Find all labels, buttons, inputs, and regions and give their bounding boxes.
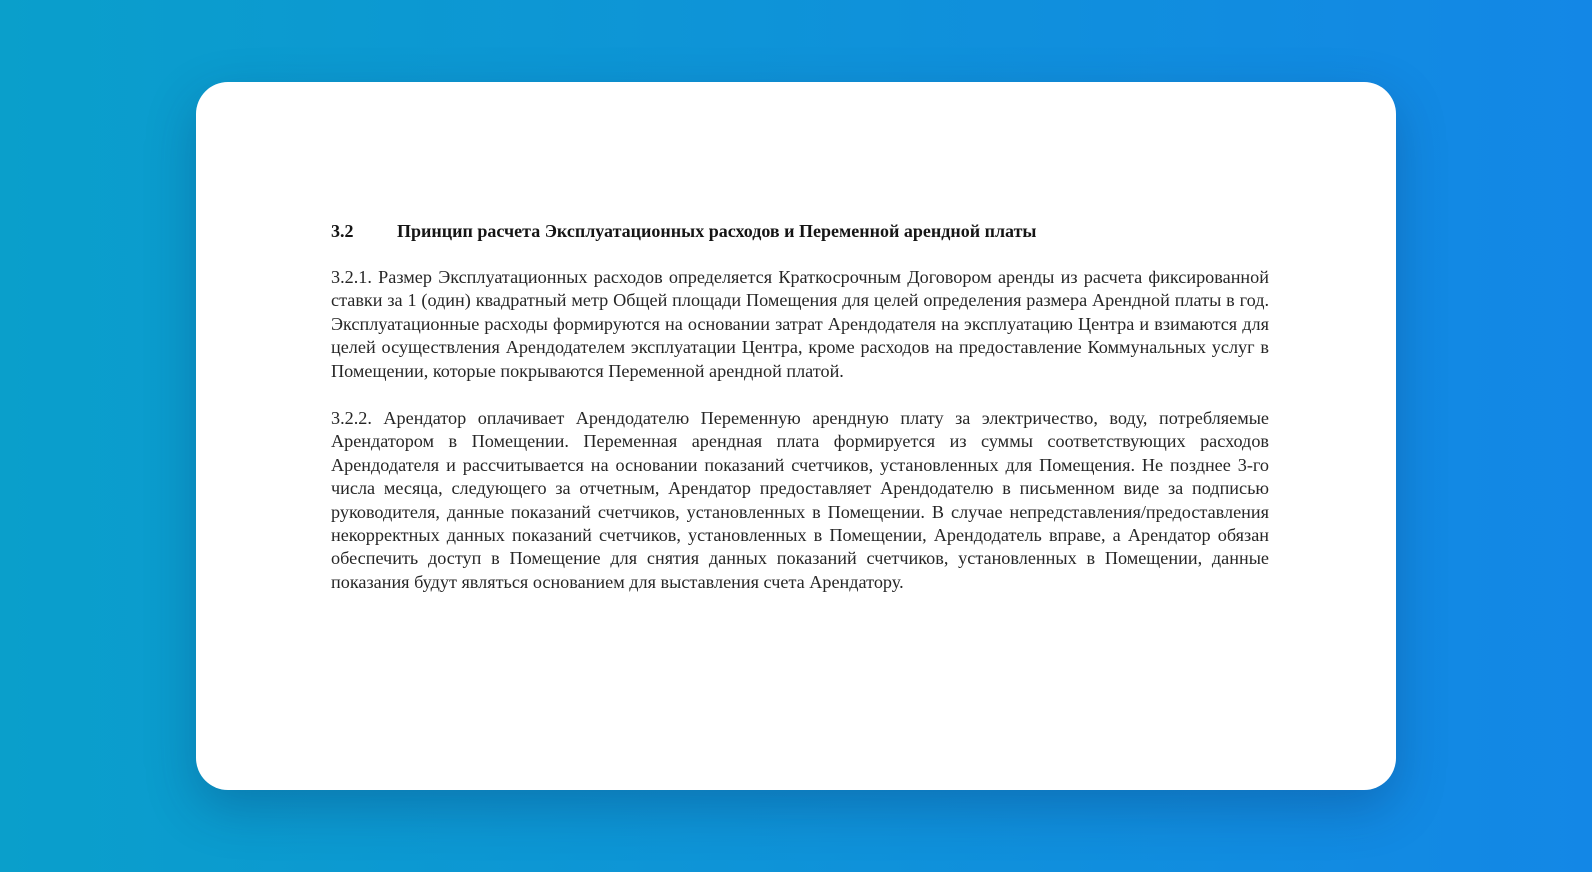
document-excerpt (331, 220, 1269, 612)
paragraph-3-2-1: 3.2.1. Размер Эксплуатационных расходов определяется Краткосрочным Договором аренды из расчета фиксированной ставки за 1 (один) квадратный метр Общей площади Помещения для целей определения размера Арендной платы в год. Эксплуатационные расходы формируются на основании затрат Арендодателя на эксплуатацию Центра и взимаются для целей осуществления Арендодателем эксплуатации Центра, кроме расходов на предоставление Коммунальных услуг в Помещении, которые покрываются Переменной арендной платой. (331, 267, 1269, 381)
section-number: 3.2 (331, 221, 354, 241)
document-card (196, 82, 1396, 790)
section-title: Принцип расчета Эксплуатационных расходов и Переменной арендной платы (397, 221, 1037, 241)
paragraph-3-2-2: 3.2.2. Арендатор оплачивает Арендодателю Переменную арендную плату за электричество, воду, потребляемые Арендатором в Помещении. Переменная арендная плата формируется из суммы соответствующих расходов Арендодателя и рассчитывается на основании показаний счетчиков, установленных для Помещения. Не позднее 3-го числа месяца, следующего за отчетным, Арендатор предоставляет Арендодателю в письменном виде за подписью руководителя, данные показаний счетчиков, установленных в Помещении. В случае непредставления/предоставления некорректных данных показаний счетчиков, установленных в Помещении, Арендодатель вправе, а Арендатор обязан обеспечить доступ в Помещение для снятия данных показаний счетчиков, установленных в Помещении, данные показания будут являться основанием для выставления счета Арендатору. (331, 408, 1269, 592)
section-heading (331, 220, 1269, 242)
